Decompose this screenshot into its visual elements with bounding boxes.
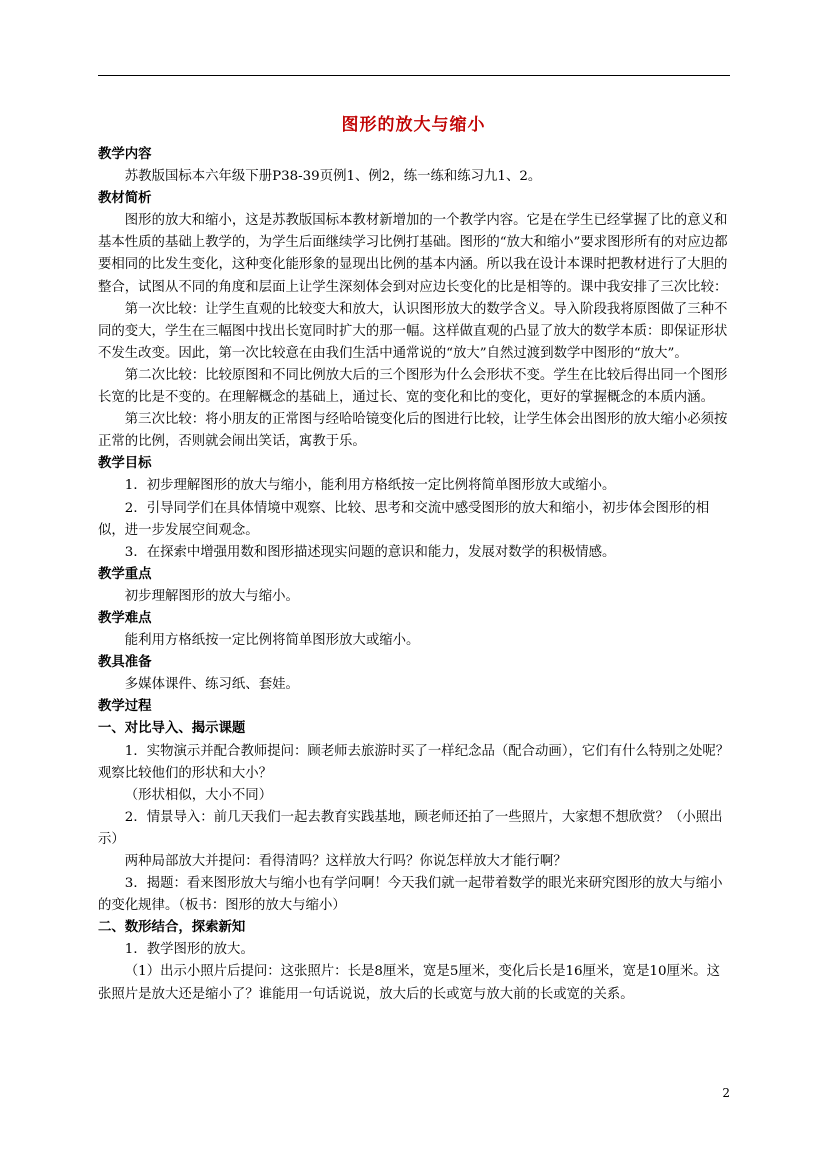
section-heading: 二、数形结合，探索新知 <box>98 920 246 936</box>
paragraph: 2．引导同学们在具体情境中观察、比较、思考和交流中感受图形的放大和缩小，初步体会图形的相似，进一步发展空间观念。 <box>98 500 710 538</box>
header-rule <box>98 75 730 76</box>
paragraph: 第三次比较：将小朋友的正常图与经哈哈镜变化后的图进行比较，让学生体会出图形的放大缩小必须按正常的比例，否则就会闹出笑话，寓教于乐。 <box>98 412 728 450</box>
paragraph: 两种局部放大并提问：看得清吗？这样放大行吗？你说怎样放大才能行啊？ <box>124 854 567 869</box>
section-heading: 教学内容 <box>98 147 152 162</box>
paragraph: 3．在探索中增强用数和图形描述现实问题的意识和能力，发展对数学的积极情感。 <box>124 544 616 560</box>
document-body <box>98 144 730 1006</box>
paragraph: 初步理解图形的放大与缩小。 <box>124 588 299 604</box>
section-heading: 教具准备 <box>98 655 152 671</box>
paragraph: 多媒体课件、练习纸、套娃。 <box>124 677 299 693</box>
paragraph: 能利用方格纸按一定比例将简单图形放大或缩小。 <box>124 633 420 649</box>
page-number: 2 <box>722 1086 730 1100</box>
paragraph: 3．揭题：看来图形放大与缩小也有学问啊！今天我们就一起带着数学的眼光来研究图形的放大与缩小的变化规律。（板书：图形的放大与缩小） <box>98 876 723 914</box>
section-heading: 教材简析 <box>98 191 152 207</box>
section-heading: 教学目标 <box>98 456 152 472</box>
paragraph: 2．情景导入：前几天我们一起去教育实践基地，顾老师还拍了一些照片，大家想不想欣赏？（小照出示） <box>98 809 723 847</box>
section-heading: 教学过程 <box>98 699 152 715</box>
section-heading: 教学难点 <box>98 610 152 626</box>
paragraph: 图形的放大和缩小，这是苏教版国标本教材新增加的一个教学内容。它是在学生已经掌握了比的意义和基本性质的基础上教学的，为学生后面继续学习比例打基础。图形的“放大和缩小”要求图形所有的对应边都要相同的比发生变化，这种变化能形象的显现出比例的基本内涵。所以我在设计本课时把教材进行了大胆的整合，试图从不同的角度和层面上让学生深刻体会到对应边长变化的比是相等的。课中我安排了三次比较： <box>98 213 728 295</box>
paragraph: 1．实物演示并配合教师提问：顾老师去旅游时买了一样纪念品（配合动画），它们有什么特别之处呢？观察比较他们的形状和大小？ <box>98 743 730 781</box>
section-heading: 教学重点 <box>98 566 152 582</box>
paragraph: 1．初步理解图形的放大与缩小，能利用方格纸按一定比例将简单图形放大或缩小。 <box>124 478 616 494</box>
paragraph: （形状相似，大小不同） <box>124 787 273 803</box>
document-title: 图形的放大与缩小 <box>341 115 486 135</box>
paragraph: 第二次比较：比较原图和不同比例放大后的三个图形为什么会形状不变。学生在比较后得出同一个图形长宽的比是不变的。在理解概念的基础上，通过长、宽的变化和比的变化，更好的掌握概念的本质内涵。 <box>98 367 728 406</box>
section-heading: 一、对比导入、揭示课题 <box>98 721 246 737</box>
paragraph: 第一次比较：让学生直观的比较变大和放大，认识图形放大的数学含义。导入阶段我将原图做了三种不同的变大，学生在三幅图中找出长宽同时扩大的那一幅。这样做直观的凸显了放大的数学本质：即保证形状不发生改变。因此，第一次比较意在由我们生活中通常说的“放大”自然过渡到数学中图形的“放大”。 <box>98 301 728 361</box>
paragraph: 1．教学图形的放大。 <box>124 942 254 958</box>
paragraph: （1）出示小照片后提问：这张照片：长是8厘米，宽是5厘米，变化后长是16厘米，宽是10厘米。这张照片是放大还是缩小了？谁能用一句话说说，放大后的长或宽与放大前的长或宽的关系。 <box>98 964 721 1002</box>
paragraph: 苏教版国标本六年级下册P38-39页例1、例2，练一练和练习九1、2。 <box>124 169 542 185</box>
